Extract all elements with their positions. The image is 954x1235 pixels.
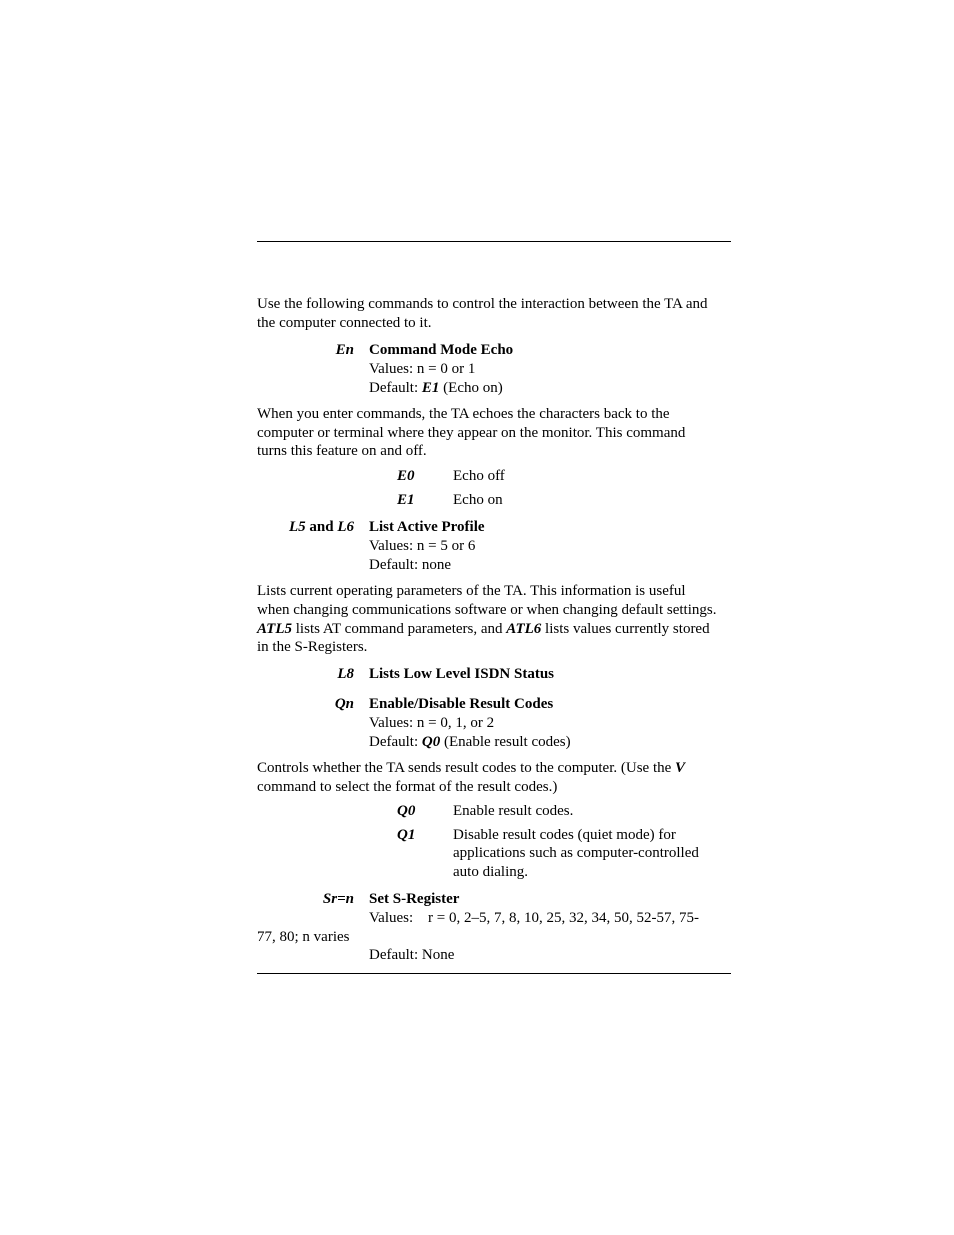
l8-code: L8 <box>337 666 354 682</box>
l5l6-code: L5 and L6 <box>288 519 354 535</box>
en-default: Default: E1 (Echo on) <box>369 380 503 396</box>
l8-title: Lists Low Level ISDN Status <box>369 666 555 682</box>
l5l6-values: Values: n = 5 or 6 <box>369 538 476 554</box>
qn-option-q1-text-1: Disable result codes (quiet mode) for <box>453 827 676 843</box>
en-option-e0-code: E0 <box>397 468 415 484</box>
sr-values-label: Values: <box>369 910 414 926</box>
en-option-e0-text: Echo off <box>453 468 505 484</box>
en-desc-1: When you enter commands, the TA echoes the characters back to the <box>257 406 670 422</box>
sr-default: Default: None <box>369 947 455 963</box>
en-code: En <box>335 342 354 358</box>
en-desc-3: turns this feature on and off. <box>257 443 427 459</box>
sr-title: Set S-Register <box>369 891 460 907</box>
qn-option-q1-text-2: applications such as computer-controlled <box>453 845 699 861</box>
intro-line-2: the computer connected to it. <box>257 315 432 331</box>
l5l6-desc-4: in the S-Registers. <box>257 639 368 655</box>
sr-values-text: r = 0, 2–5, 7, 8, 10, 25, 32, 34, 50, 52-57, 75- <box>428 910 699 926</box>
qn-values: Values: n = 0, 1, or 2 <box>369 715 495 731</box>
qn-desc-1: Controls whether the TA sends result codes to the computer. (Use the V <box>257 760 686 776</box>
top-rule <box>257 241 731 242</box>
intro-line-1: Use the following commands to control the interaction between the TA and <box>257 296 708 312</box>
sr-values-cont: 77, 80; n varies <box>257 929 350 945</box>
qn-option-q0-text: Enable result codes. <box>453 803 574 819</box>
qn-default: Default: Q0 (Enable result codes) <box>369 734 571 750</box>
en-values: Values: n = 0 or 1 <box>369 361 476 377</box>
sr-code: Sr=n <box>322 891 354 907</box>
qn-code: Qn <box>334 696 354 712</box>
qn-desc-2: command to select the format of the result codes.) <box>257 779 558 795</box>
l5l6-desc-3: ATL5 lists AT command parameters, and ATL6 lists values currently stored <box>257 621 710 637</box>
bottom-rule <box>257 973 731 974</box>
l5l6-title: List Active Profile <box>369 519 485 535</box>
qn-option-q1-code: Q1 <box>397 827 416 843</box>
l5l6-default: Default: none <box>369 557 452 573</box>
l5l6-desc-2: when changing communications software or when changing default settings. <box>257 602 717 618</box>
l5l6-desc-1: Lists current operating parameters of the TA. This information is useful <box>257 583 686 599</box>
qn-option-q1-text-3: auto dialing. <box>453 864 528 880</box>
en-default-code: E1 <box>421 380 440 396</box>
qn-title: Enable/Disable Result Codes <box>369 696 554 712</box>
en-option-e1-text: Echo on <box>453 492 503 508</box>
en-title: Command Mode Echo <box>369 342 514 358</box>
qn-option-q0-code: Q0 <box>397 803 416 819</box>
en-option-e1-code: E1 <box>397 492 415 508</box>
en-desc-2: computer or terminal where they appear on the monitor. This command <box>257 425 686 441</box>
